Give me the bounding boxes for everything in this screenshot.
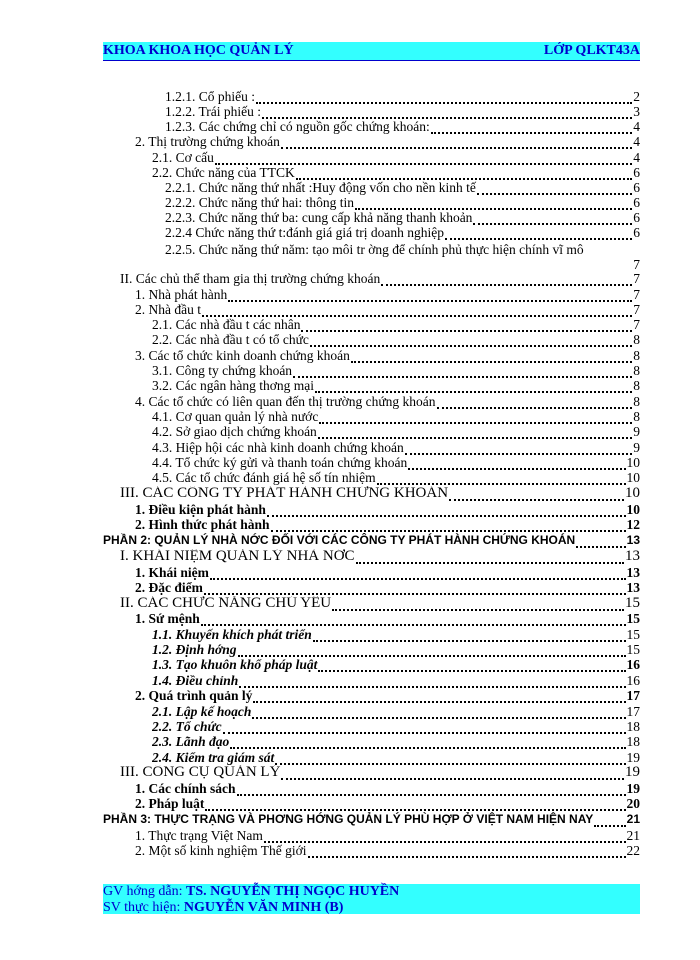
toc-dot-leader: [313, 629, 626, 642]
toc-entry[interactable]: [135, 828, 640, 843]
toc-entry[interactable]: [135, 796, 640, 811]
toc-dot-leader: [238, 644, 626, 657]
toc-entry[interactable]: [152, 734, 640, 749]
toc-dot-leader: [204, 582, 626, 595]
toc-dot-leader: [449, 488, 624, 501]
toc-entry[interactable]: [152, 627, 640, 642]
toc-entry-title: 3.1. Công ty chứng khoán: [152, 363, 293, 378]
toc-entry[interactable]: [152, 378, 640, 393]
toc-entry-page: 6: [633, 210, 640, 225]
toc-entry[interactable]: [103, 812, 640, 827]
toc-dot-leader: [262, 106, 632, 119]
toc-entry-page: 8: [633, 378, 640, 393]
toc-entry-page: 19: [625, 765, 640, 780]
toc-entry-title: 1.3. Tạo khuôn khổ pháp luật: [152, 657, 318, 672]
toc-entry-page: 9: [633, 440, 640, 455]
toc-dot-leader: [264, 830, 626, 843]
toc-entry-title: 1. Điều kiện phát hành: [135, 502, 266, 517]
toc-entry[interactable]: [120, 486, 640, 501]
toc-entry-page: 10: [626, 470, 640, 485]
toc-dot-leader: [252, 706, 625, 719]
toc-entry[interactable]: [135, 394, 640, 409]
toc-dot-leader: [296, 167, 632, 180]
toc-entry-page: 13: [626, 580, 640, 595]
toc-entry-title: 2.1. Lập kế hoạch: [152, 704, 252, 719]
toc-entry[interactable]: [152, 409, 640, 424]
student-name: NGUYỄN VĂN MINH (B): [183, 900, 344, 915]
toc-entry[interactable]: [152, 470, 640, 485]
header-class: LỚP QLKT43A: [543, 43, 640, 58]
toc-entry[interactable]: [152, 363, 640, 378]
toc-entry-page: 16: [626, 673, 640, 688]
toc-dot-leader: [351, 350, 632, 363]
toc-entry-page: 4: [633, 134, 640, 149]
toc-entry[interactable]: [135, 565, 640, 580]
toc-entry-title: 2.2.2. Chức năng thứ hai: thông tin: [165, 195, 354, 210]
toc-entry-page: 7: [633, 302, 640, 317]
toc-entry-title: II. Các chủ thể tham gia thị trường chứng khoán: [120, 271, 381, 286]
toc-entry-title: 2.2.4 Chức năng thứ t:đánh giá giá trị doanh nghiệp: [165, 225, 444, 240]
toc-entry-title: III. CÔNG CỤ QUẢN LÝ: [120, 765, 281, 780]
toc-entry[interactable]: [135, 843, 640, 858]
toc-entry-title: 1. Sứ mệnh: [135, 611, 200, 626]
toc-entry-page: 7: [633, 287, 640, 302]
toc-entry[interactable]: [135, 302, 640, 317]
toc-entry-title: 1.1. Khuyến khích phát triển: [152, 627, 312, 642]
toc-dot-leader: [228, 289, 632, 302]
toc-entry-page: 8: [633, 363, 640, 378]
toc-dot-leader: [319, 411, 632, 424]
toc-entry[interactable]: [135, 348, 640, 363]
toc-entry-page: 8: [633, 394, 640, 409]
toc-entry[interactable]: [152, 317, 640, 332]
toc-entry-title: PHẦN 3: THỰC TRẠNG VÀ PHƠNG HỚNG QUẢN LÝ PHÙ HỢP Ở VIỆT NAM HIỆN NAY: [103, 812, 594, 826]
toc-entry-title: 2. Hình thức phát hành: [135, 517, 270, 532]
toc-entry-title: 4. Các tổ chức có liên quan đến thị trường chứng khoán: [135, 394, 436, 409]
toc-entry-title: 1.2.1. Cổ phiếu :: [165, 89, 255, 104]
toc-entry-title: 2. Một số kinh nghiệm Thế giới: [135, 843, 307, 858]
toc-entry-title: III. CÁC CÔNG TY PHÁT HÀNH CHỨNG KHOÁN: [120, 486, 449, 501]
toc-entry-page: 10: [625, 486, 640, 501]
toc-dot-leader: [223, 721, 626, 734]
toc-entry-title: I. KHÁI NIỆM QUẢN LÝ NHÀ NỚC: [120, 549, 355, 564]
toc-entry-page: 6: [633, 165, 640, 180]
toc-entry-page: 17: [626, 704, 640, 719]
toc-entry[interactable]: [165, 195, 640, 210]
toc-dot-leader: [237, 783, 626, 796]
toc-entry[interactable]: [152, 332, 640, 347]
toc-dot-leader: [473, 212, 632, 225]
toc-dot-leader: [315, 380, 632, 393]
toc-entry-page: 20: [626, 796, 640, 811]
toc-entry-page: 6: [633, 180, 640, 195]
toc-entry-title: 1. Các chính sách: [135, 781, 236, 796]
toc-dot-leader: [271, 519, 626, 532]
toc-entry[interactable]: [135, 134, 640, 149]
toc-entry-title: 2. Thị trường chứng khoán: [135, 134, 280, 149]
toc-dot-leader: [431, 121, 633, 134]
toc-entry-page: 7: [633, 257, 640, 272]
toc-entry-title: 1.2.2. Trái phiếu :: [165, 104, 262, 119]
toc-entry-page: 18: [626, 734, 640, 749]
toc-entry-page: 17: [626, 688, 640, 703]
toc-entry-page: 18: [626, 719, 640, 734]
toc-dot-leader: [202, 304, 632, 317]
header-faculty: KHOA KHOA HỌC QUẢN LÝ: [103, 43, 294, 58]
toc-entry-page: 9: [633, 424, 640, 439]
toc-entry-page: 15: [625, 596, 640, 611]
toc-entry-page: 19: [626, 750, 640, 765]
toc-dot-leader: [576, 535, 625, 548]
toc-dot-leader: [239, 675, 625, 688]
toc-dot-leader: [355, 197, 632, 210]
advisor-name: TS. NGUYỄN THỊ NGỌC HUYỀN: [185, 884, 400, 899]
toc-entry[interactable]: [165, 180, 640, 195]
toc-dot-leader: [377, 472, 626, 485]
toc-entry-title: 2.2. Các nhà đầu t có tổ chức: [152, 332, 309, 347]
toc-dot-leader: [308, 845, 626, 858]
toc-dot-leader: [281, 767, 624, 780]
toc-entry[interactable]: [152, 424, 640, 439]
toc-dot-leader: [310, 334, 632, 347]
toc-entry[interactable]: [103, 533, 640, 548]
toc-dot-leader: [281, 136, 632, 149]
toc-dot-leader: [318, 426, 632, 439]
toc-entry-title: 4.5. Các tổ chức đánh giá hệ số tín nhiệm: [152, 470, 376, 485]
toc-entry[interactable]: [135, 611, 640, 626]
toc-dot-leader: [594, 814, 625, 827]
toc-entry-title: 1. Nhà phát hành: [135, 287, 228, 302]
toc-entry-title: 1. Thực trạng Việt Nam: [135, 828, 263, 843]
toc-entry[interactable]: [120, 271, 640, 286]
toc-entry-title: 2.2.5. Chức năng thứ năm: tạo môi tr ờng để chính phủ thực hiện chính vĩ mô: [165, 242, 584, 257]
toc-entry-page: 8: [633, 332, 640, 347]
toc-entry-page: 16: [626, 657, 640, 672]
toc-entry[interactable]: [152, 657, 640, 672]
toc-dot-leader: [201, 613, 626, 626]
toc-entry-page: 7: [633, 271, 640, 286]
toc-entry-page: 7: [633, 317, 640, 332]
toc-entry-title: 1.2.3. Các chứng chỉ có nguồn gốc chứng khoán:: [165, 119, 430, 134]
toc-entry-title: 4.1. Cơ quan quản lý nhà nước: [152, 409, 319, 424]
toc-entry-title: 1. Khái niệm: [135, 565, 209, 580]
toc-entry-page: 8: [633, 409, 640, 424]
toc-entry-page: 12: [626, 517, 640, 532]
toc-dot-leader: [256, 91, 632, 104]
page-header: [103, 42, 640, 61]
toc-entry[interactable]: [165, 242, 640, 272]
toc-entry-title: 3. Các tổ chức kinh doanh chứng khoán: [135, 348, 350, 363]
toc-dot-leader: [356, 551, 624, 564]
toc-entry[interactable]: [165, 119, 640, 134]
toc-entry[interactable]: [152, 719, 640, 734]
toc-entry-title: 2.3. Lãnh đạo: [152, 734, 230, 749]
toc-entry-title: 1.4. Điều chỉnh: [152, 673, 239, 688]
toc-entry[interactable]: [152, 704, 640, 719]
toc-entry[interactable]: [135, 517, 640, 532]
toc-entry-page: 13: [626, 565, 640, 580]
student-label: SV thực hiện:: [103, 900, 184, 915]
advisor-label: GV hớng dẫn:: [103, 884, 186, 899]
toc-entry-title: 2. Pháp luật: [135, 796, 205, 811]
footer-student: [103, 900, 343, 915]
page-footer: [103, 884, 640, 914]
toc-dot-leader: [301, 319, 632, 332]
toc-entry-page: 21: [626, 812, 640, 826]
toc-dot-leader: [230, 736, 625, 749]
toc-entry[interactable]: [120, 596, 640, 611]
toc-entry-title: 2.1. Các nhà đầu t các nhân: [152, 317, 301, 332]
toc-entry[interactable]: [135, 502, 640, 517]
toc-dot-leader: [437, 396, 633, 409]
toc-dot-leader: [205, 798, 625, 811]
toc-entry-title: 2.1. Cơ cấu: [152, 150, 214, 165]
toc-dot-leader: [477, 182, 632, 195]
toc-dot-leader: [332, 598, 624, 611]
toc-entry[interactable]: [152, 673, 640, 688]
toc-dot-leader: [293, 365, 632, 378]
toc-entry-title: II. CÁC CHỨC NĂNG CHỦ YẾU: [120, 596, 332, 611]
toc-entry-title: 2.2.3. Chức năng thứ ba: cung cấp khả năng thanh khoản: [165, 210, 473, 225]
toc-entry-page: 15: [626, 611, 640, 626]
toc-entry-page: 4: [633, 150, 640, 165]
toc-entry-page: 4: [633, 119, 640, 134]
toc-entry[interactable]: [152, 642, 640, 657]
toc-entry[interactable]: [165, 225, 640, 240]
toc-dot-leader: [408, 457, 625, 470]
toc-entry[interactable]: [135, 781, 640, 796]
toc-entry[interactable]: [120, 765, 640, 780]
toc-entry-page: 3: [633, 104, 640, 119]
toc-entry-page: 19: [626, 781, 640, 796]
toc-dot-leader: [210, 567, 626, 580]
toc-dot-leader: [405, 442, 632, 455]
toc-entry-title: 2.2. Chức năng của TTCK: [152, 165, 295, 180]
toc-entry-page: 6: [633, 225, 640, 240]
toc-dot-leader: [318, 659, 625, 672]
toc-entry-title: 2.2.1. Chức năng thứ nhất :Huy động vốn cho nền kinh tế: [165, 180, 476, 195]
toc-entry-page: 15: [626, 627, 640, 642]
toc-entry-page: 21: [626, 828, 640, 843]
toc-dot-leader: [253, 690, 625, 703]
toc-entry-title: 1.2. Định hớng: [152, 642, 237, 657]
toc-entry-page: 10: [626, 455, 640, 470]
toc-entry-title: 2. Nhà đầu t: [135, 302, 201, 317]
toc-entry-title: 2. Quá trình quản lý: [135, 688, 253, 703]
toc-entry-page: 8: [633, 348, 640, 363]
toc-entry[interactable]: [135, 287, 640, 302]
toc-entry-title: 2. Đặc điểm: [135, 580, 203, 595]
toc-entry-page: 13: [625, 549, 640, 564]
toc-dot-leader: [215, 152, 632, 165]
toc-entry-title: PHẦN 2: QUẢN LÝ NHÀ NỚC ĐỐI VỚI CÁC CÔNG TY PHÁT HÀNH CHỨNG KHOÁN: [103, 533, 576, 547]
toc-entry[interactable]: [165, 89, 640, 104]
toc-entry[interactable]: [135, 580, 640, 595]
toc-entry-title: 4.2. Sở giao dịch chứng khoán: [152, 424, 317, 439]
toc-entry-page: 6: [633, 195, 640, 210]
toc-dot-leader: [267, 504, 626, 517]
toc-entry-page: 15: [626, 642, 640, 657]
toc-entry[interactable]: [135, 688, 640, 703]
toc-entry[interactable]: [165, 210, 640, 225]
toc-entry-title: 4.3. Hiệp hội các nhà kinh doanh chứng khoán: [152, 440, 404, 455]
toc-entry[interactable]: [120, 549, 640, 564]
toc-entry-page: 13: [626, 533, 640, 547]
toc-entry-page: 2: [633, 89, 640, 104]
toc-dot-leader: [381, 273, 632, 286]
toc-entry-title: 3.2. Các ngân hàng thơng mại: [152, 378, 314, 393]
toc-entry[interactable]: [152, 165, 640, 180]
toc-dot-leader: [445, 227, 632, 240]
toc-entry-title: 2.4. Kiểm tra giám sát: [152, 750, 275, 765]
toc-entry[interactable]: [152, 440, 640, 455]
footer-advisor: [103, 884, 399, 899]
toc-entry[interactable]: [152, 455, 640, 470]
toc-entry[interactable]: [152, 150, 640, 165]
toc-entry[interactable]: [152, 750, 640, 765]
toc-entry-page: 10: [626, 502, 640, 517]
toc-entry-title: 2.2. Tổ chức: [152, 719, 222, 734]
toc-entry-title: 4.4. Tổ chức ký gửi và thanh toán chứng khoán: [152, 455, 408, 470]
toc-entry[interactable]: [165, 104, 640, 119]
toc-entry-page: 22: [626, 843, 640, 858]
toc-dot-leader: [275, 752, 625, 765]
